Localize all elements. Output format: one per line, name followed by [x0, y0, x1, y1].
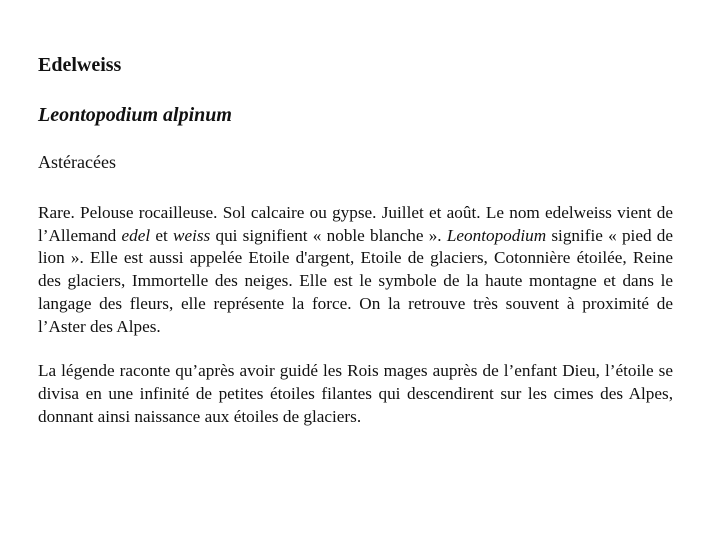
text-run: Rare. Pelouse rocailleuse. Sol calcaire ou gypse. Juillet et août. Le nom edelweiss vient de l’Allemand	[38, 203, 673, 245]
document-page	[38, 52, 673, 428]
latin-name: Leontopodium alpinum	[38, 104, 232, 126]
text-run-italic: weiss	[173, 225, 211, 245]
description-paragraph	[38, 202, 673, 338]
legend-paragraph: La légende raconte qu’après avoir guidé les Rois mages auprès de l’enfant Dieu, l’étoile se divisa en une infinité de petites étoiles filantes qui descendirent sur les cimes des Alpes, donnant ainsi naissance aux étoiles de glaciers.	[38, 361, 673, 426]
text-run-italic: edel	[121, 225, 151, 245]
text-run: qui signifient « noble blanche ».	[210, 225, 447, 245]
text-run: et	[150, 225, 173, 245]
document-title: Edelweiss	[38, 54, 122, 76]
text-run: signifie « pied de lion ». Elle est aussi appelée Etoile d'argent, Etoile de glaciers, Cotonnière étoilée, Reine des glaciers, Immortelle des neiges. Elle est le symbole de la haute montagne et dans le langage des fleurs, elle représente la force. On la retrouve très souvent à proximité de l’Aster des Alpes.	[38, 225, 673, 336]
plant-family: Astéracées	[38, 152, 116, 172]
text-run-italic: Leontopodium	[446, 225, 547, 245]
